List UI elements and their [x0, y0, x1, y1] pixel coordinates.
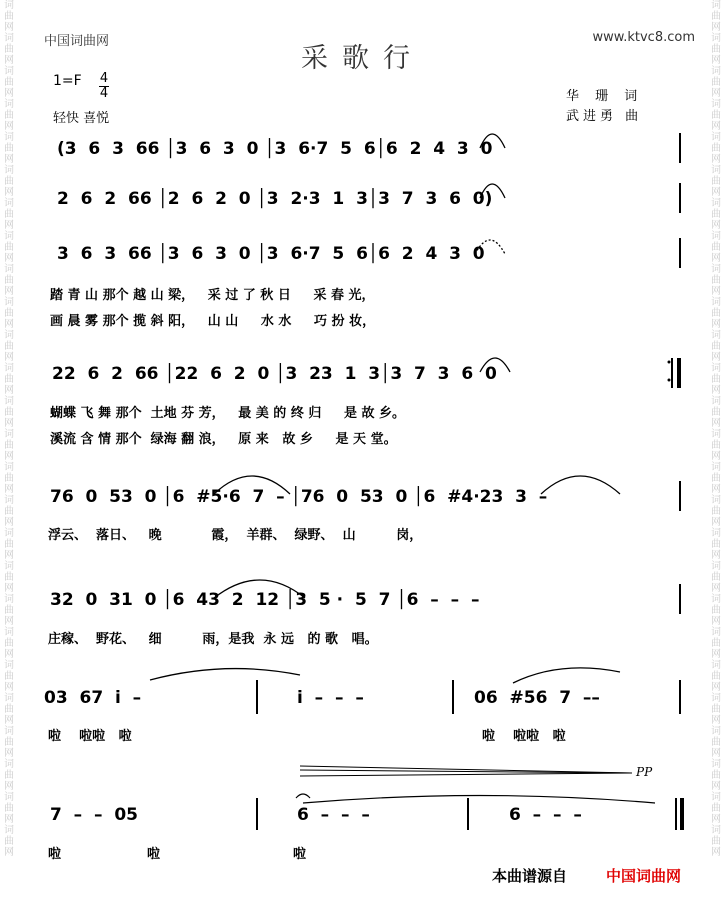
side-watermark-right: 词曲网词曲网词曲网词曲网词曲网词曲网词曲网词曲网词曲网词曲网词曲网词曲网词曲网词曲网词曲网词曲网词曲网词曲网词曲网词曲网词曲网词曲网词曲网词曲网词曲网词曲网	[711, 0, 721, 858]
dynamic-marking: PP	[636, 765, 653, 779]
source-label: 本曲谱源自	[492, 867, 568, 885]
side-watermark-left: 词曲网词曲网词曲网词曲网词曲网词曲网词曲网词曲网词曲网词曲网词曲网词曲网词曲网词曲网词曲网词曲网词曲网词曲网词曲网词曲网词曲网词曲网词曲网词曲网词曲网词曲网	[4, 0, 14, 858]
lyrics-line-5: 浮云、 落日、 晚 霞， 羊群、 绿野、 山 岗，	[48, 528, 423, 543]
fermata	[296, 794, 310, 798]
notation-row-7c: 06 #56 7 ––	[474, 688, 600, 708]
lyrics-verse-2-line-2: 溪流 含 情 那个 绿海 翻 浪， 原 来 故 乡 是 天 堂。	[50, 432, 397, 447]
notation-row-7a: 03 67 i –	[44, 688, 142, 708]
key-signature: 1=F	[53, 73, 82, 89]
site-url: www.ktvc8.com	[592, 30, 695, 45]
time-top: 4	[99, 71, 109, 86]
source-brand[interactable]: 中国词曲网	[606, 867, 682, 885]
lyrics-row-8a: 啦 啦	[48, 847, 160, 862]
repeat-sign-bottom	[668, 379, 671, 382]
slur	[480, 358, 510, 372]
repeat-sign-top	[668, 361, 671, 364]
song-title: 采歌行	[301, 43, 424, 74]
lyrics-verse-1-line-2: 蝴蝶 飞 舞 那个 土地 芬 芳， 最 美 的 终 归 是 故 乡。	[50, 406, 406, 421]
slur	[541, 476, 620, 494]
slur	[480, 134, 505, 148]
slur	[475, 240, 505, 254]
lyrics-line-6: 庄稼、 野花、 细 雨，是我 永 远 的 歌 唱。	[48, 632, 378, 647]
lyrics-row-8b: 啦	[293, 847, 307, 862]
tempo-marking: 轻快 喜悦	[53, 111, 110, 126]
notation-row-1: (3 6 3 66 │3 6 3 0 │3 6·7 5 6│6 2 4 3 0	[57, 139, 493, 159]
slur	[150, 669, 300, 680]
lyrics-row-7c: 啦 啦啦 啦	[482, 729, 566, 744]
slur	[303, 796, 655, 804]
lyrics-verse-2-line-1: 画 晨 雾 那个 揽 斜 阳， 山 山 水 水 巧 扮 妆，	[50, 314, 376, 329]
notation-row-8c: 6 – – –	[509, 805, 582, 825]
slur	[513, 668, 620, 683]
slur	[480, 184, 505, 198]
notation-row-2: 2 6 2 66 │2 6 2 0 │3 2·3 1 3│3 7 3 6 0)	[57, 189, 493, 209]
notation-row-8a: 7 – – 05	[50, 805, 138, 825]
notation-row-6: 32 0 31 0 │6 43 2 12 │3 5 · 5 7 │6 – – –	[50, 590, 480, 610]
composer: 武进勇 曲	[566, 109, 643, 124]
slur	[214, 580, 305, 598]
lyrics-row-7a: 啦 啦啦 啦	[48, 729, 132, 744]
notation-row-3: 3 6 3 66 │3 6 3 0 │3 6·7 5 6│6 2 4 3 0	[57, 244, 485, 264]
slur	[214, 476, 290, 494]
site-name: 中国词曲网	[44, 34, 110, 49]
notation-row-7b: i – – –	[297, 688, 364, 708]
notation-row-8b: 6 – – –	[297, 805, 370, 825]
decrescendo-line	[300, 773, 632, 776]
lyrics-verse-1-line-1: 踏 青 山 那个 越 山 梁， 采 过 了 秋 日 采 春 光，	[50, 288, 375, 303]
lyricist: 华 珊 词	[566, 89, 644, 104]
notation-row-4: 22 6 2 66 │22 6 2 0 │3 23 1 3│3 7 3 6 0	[52, 364, 497, 384]
time-bottom: 4	[99, 86, 109, 101]
notation-row-5: 76 0 53 0 │6 #5·6 7 – │76 0 53 0 │6 #4·23 3 –	[50, 487, 548, 507]
